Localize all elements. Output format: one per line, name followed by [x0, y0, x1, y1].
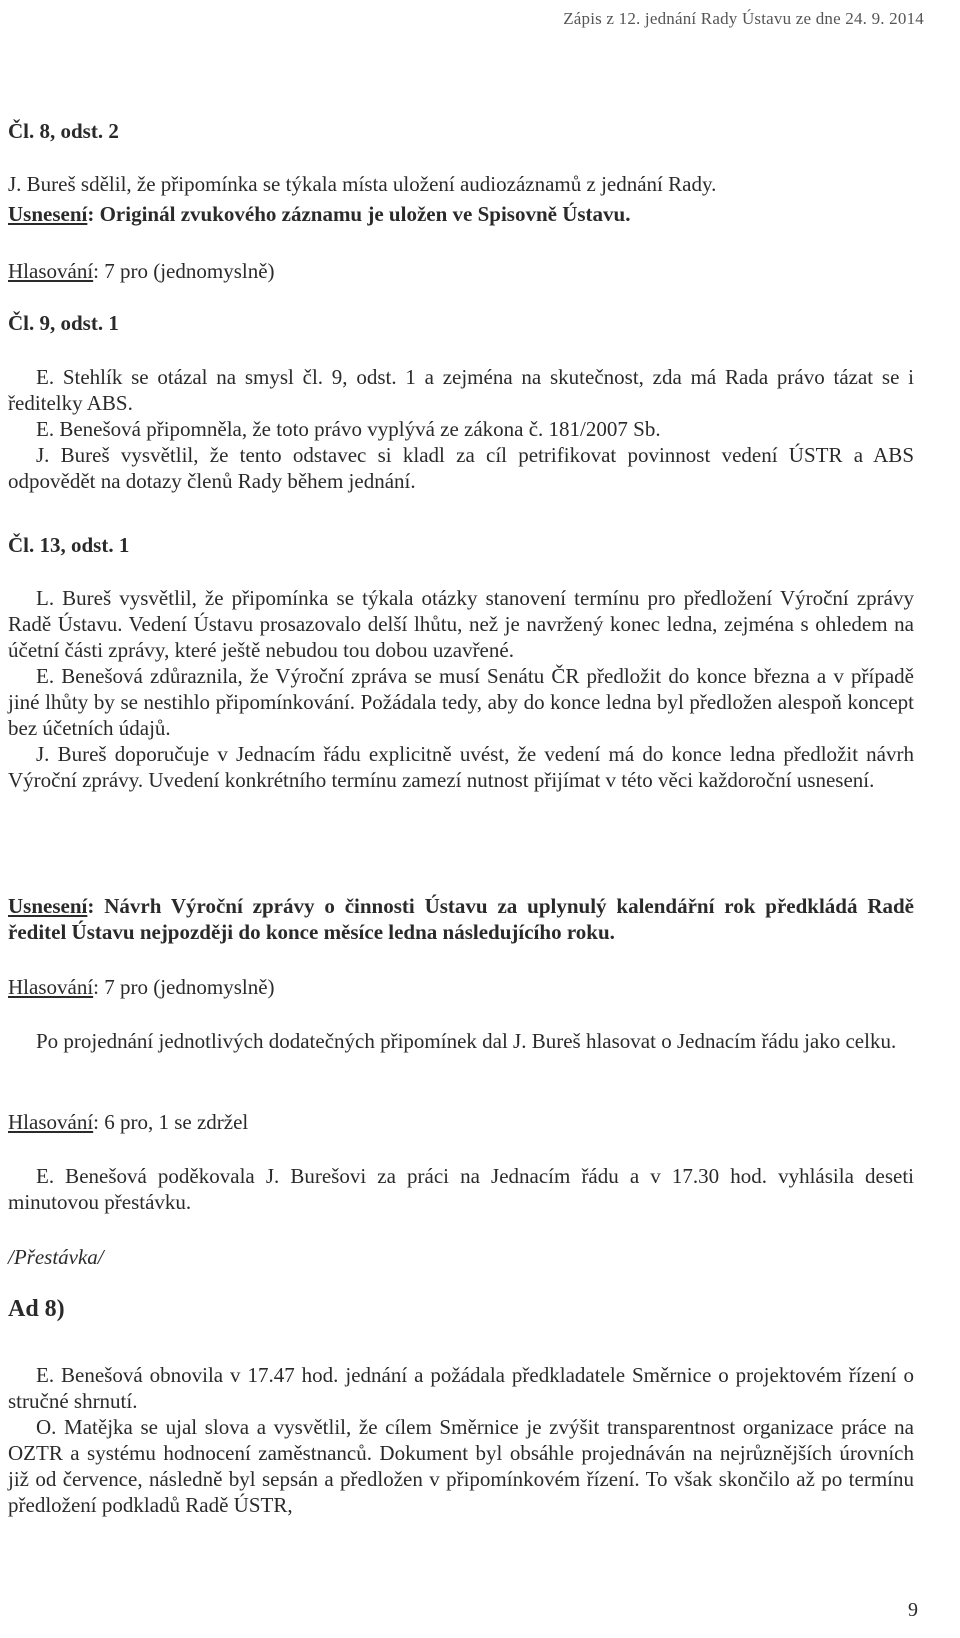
- page-header: Zápis z 12. jednání Rady Ústavu ze dne 24. 9. 2014: [563, 9, 924, 28]
- section-heading-cl9: Čl. 9, odst. 1: [8, 311, 119, 335]
- vote-text: : 7 pro (jednomyslně): [93, 975, 275, 999]
- paragraph-text: E. Benešová obnovila v 17.47 hod. jednání a požádala předkladatele Směrnice o projektovém řízení o stručné shrnutí.: [8, 1363, 914, 1413]
- paragraph-text: E. Benešová připomněla, že toto právo vyplývá ze zákona č. 181/2007 Sb.: [36, 417, 661, 441]
- paragraph-text: J. Bureš vysvětlil, že tento odstavec si kladl za cíl petrifikovat povinnost vedení ÚSTR a ABS odpovědět na dotazy členů Rady během jednání.: [8, 443, 914, 493]
- paragraph-text: O. Matějka se ujal slova a vysvětlil, že cílem Směrnice je zvýšit transparentnost organizace práce na OZTR a systému hodnocení zaměstnanců. Dokument byl obsáhle projednáván na nejrůznějších úrovních již od července, následně byl sepsán a předložen v připomínkovém řízení. To však skončilo až po termínu předložení podkladů Radě ÚSTR,: [8, 1415, 914, 1517]
- vote-text: : 6 pro, 1 se zdržel: [93, 1110, 249, 1134]
- vote-label: Hlasování: [8, 259, 94, 283]
- resolution: [8, 201, 914, 227]
- section-heading-cl13: Čl. 13, odst. 1: [8, 533, 130, 557]
- agenda-heading-ad8: Ad 8): [8, 1296, 65, 1322]
- paragraph-text: E. Benešová zdůraznila, že Výroční zpráva se musí Senátu ČR předložit do konce března a v případě jiné lhůty by se nestihlo připomínkování. Požádala tedy, aby do konce ledna byl předložen alespoň koncept bez účetních údajů.: [8, 664, 914, 740]
- paragraph-text: E. Stehlík se otázal na smysl čl. 9, odst. 1 a zejména na skutečnost, zda má Rada právo tázat se i ředitelky ABS.: [8, 365, 914, 415]
- page-number: 9: [908, 1599, 918, 1621]
- paragraph-group: [8, 585, 914, 793]
- vote: [8, 1109, 914, 1135]
- resolution: [8, 893, 914, 945]
- paragraph-text: Po projednání jednotlivých dodatečných připomínek dal J. Bureš hlasovat o Jednacím řádu jako celku.: [36, 1029, 897, 1053]
- paragraph-text: J. Bureš doporučuje v Jednacím řádu explicitně uvést, že vedení má do konce ledna předložit návrh Výroční zprávy. Uvedení konkrétního termínu zamezí nutnost přijímat v této věci každoroční usnesení.: [8, 742, 914, 792]
- vote-text: : 7 pro (jednomyslně): [93, 259, 275, 283]
- break-note: /Přestávka/: [8, 1245, 104, 1269]
- resolution-label: Usnesení: [8, 202, 88, 226]
- paragraph: [8, 1028, 914, 1054]
- vote: [8, 974, 914, 1000]
- vote: [8, 258, 914, 284]
- section-heading-cl8: Čl. 8, odst. 2: [8, 119, 119, 143]
- paragraph: [8, 171, 914, 197]
- vote-label: Hlasování: [8, 1110, 94, 1134]
- paragraph-group: [8, 364, 914, 494]
- paragraph-text: L. Bureš vysvětlil, že připomínka se týkala otázky stanovení termínu pro předložení Výroční zprávy Radě Ústavu. Vedení Ústavu prosazovalo delší lhůtu, než je navržený konec ledna, zejména s ohledem na účetní části zprávy, které ještě nebudou tou dobou uzavřené.: [8, 586, 914, 662]
- paragraph-group: [8, 1362, 914, 1518]
- paragraph-text: J. Bureš sdělil, že připomínka se týkala místa uložení audiozáznamů z jednání Rady.: [8, 172, 717, 196]
- vote-label: Hlasování: [8, 975, 94, 999]
- resolution-text: : Originál zvukového záznamu je uložen ve Spisovně Ústavu.: [87, 202, 631, 226]
- resolution-label: Usnesení: [8, 894, 88, 918]
- resolution-text: : Návrh Výroční zprávy o činnosti Ústavu za uplynulý kalendářní rok předkládá Radě ředitel Ústavu nejpozději do konce měsíce ledna následujícího roku.: [8, 894, 914, 944]
- paragraph: [8, 1163, 914, 1215]
- paragraph-text: E. Benešová poděkovala J. Burešovi za práci na Jednacím řádu a v 17.30 hod. vyhlásila deseti minutovou přestávku.: [8, 1164, 914, 1214]
